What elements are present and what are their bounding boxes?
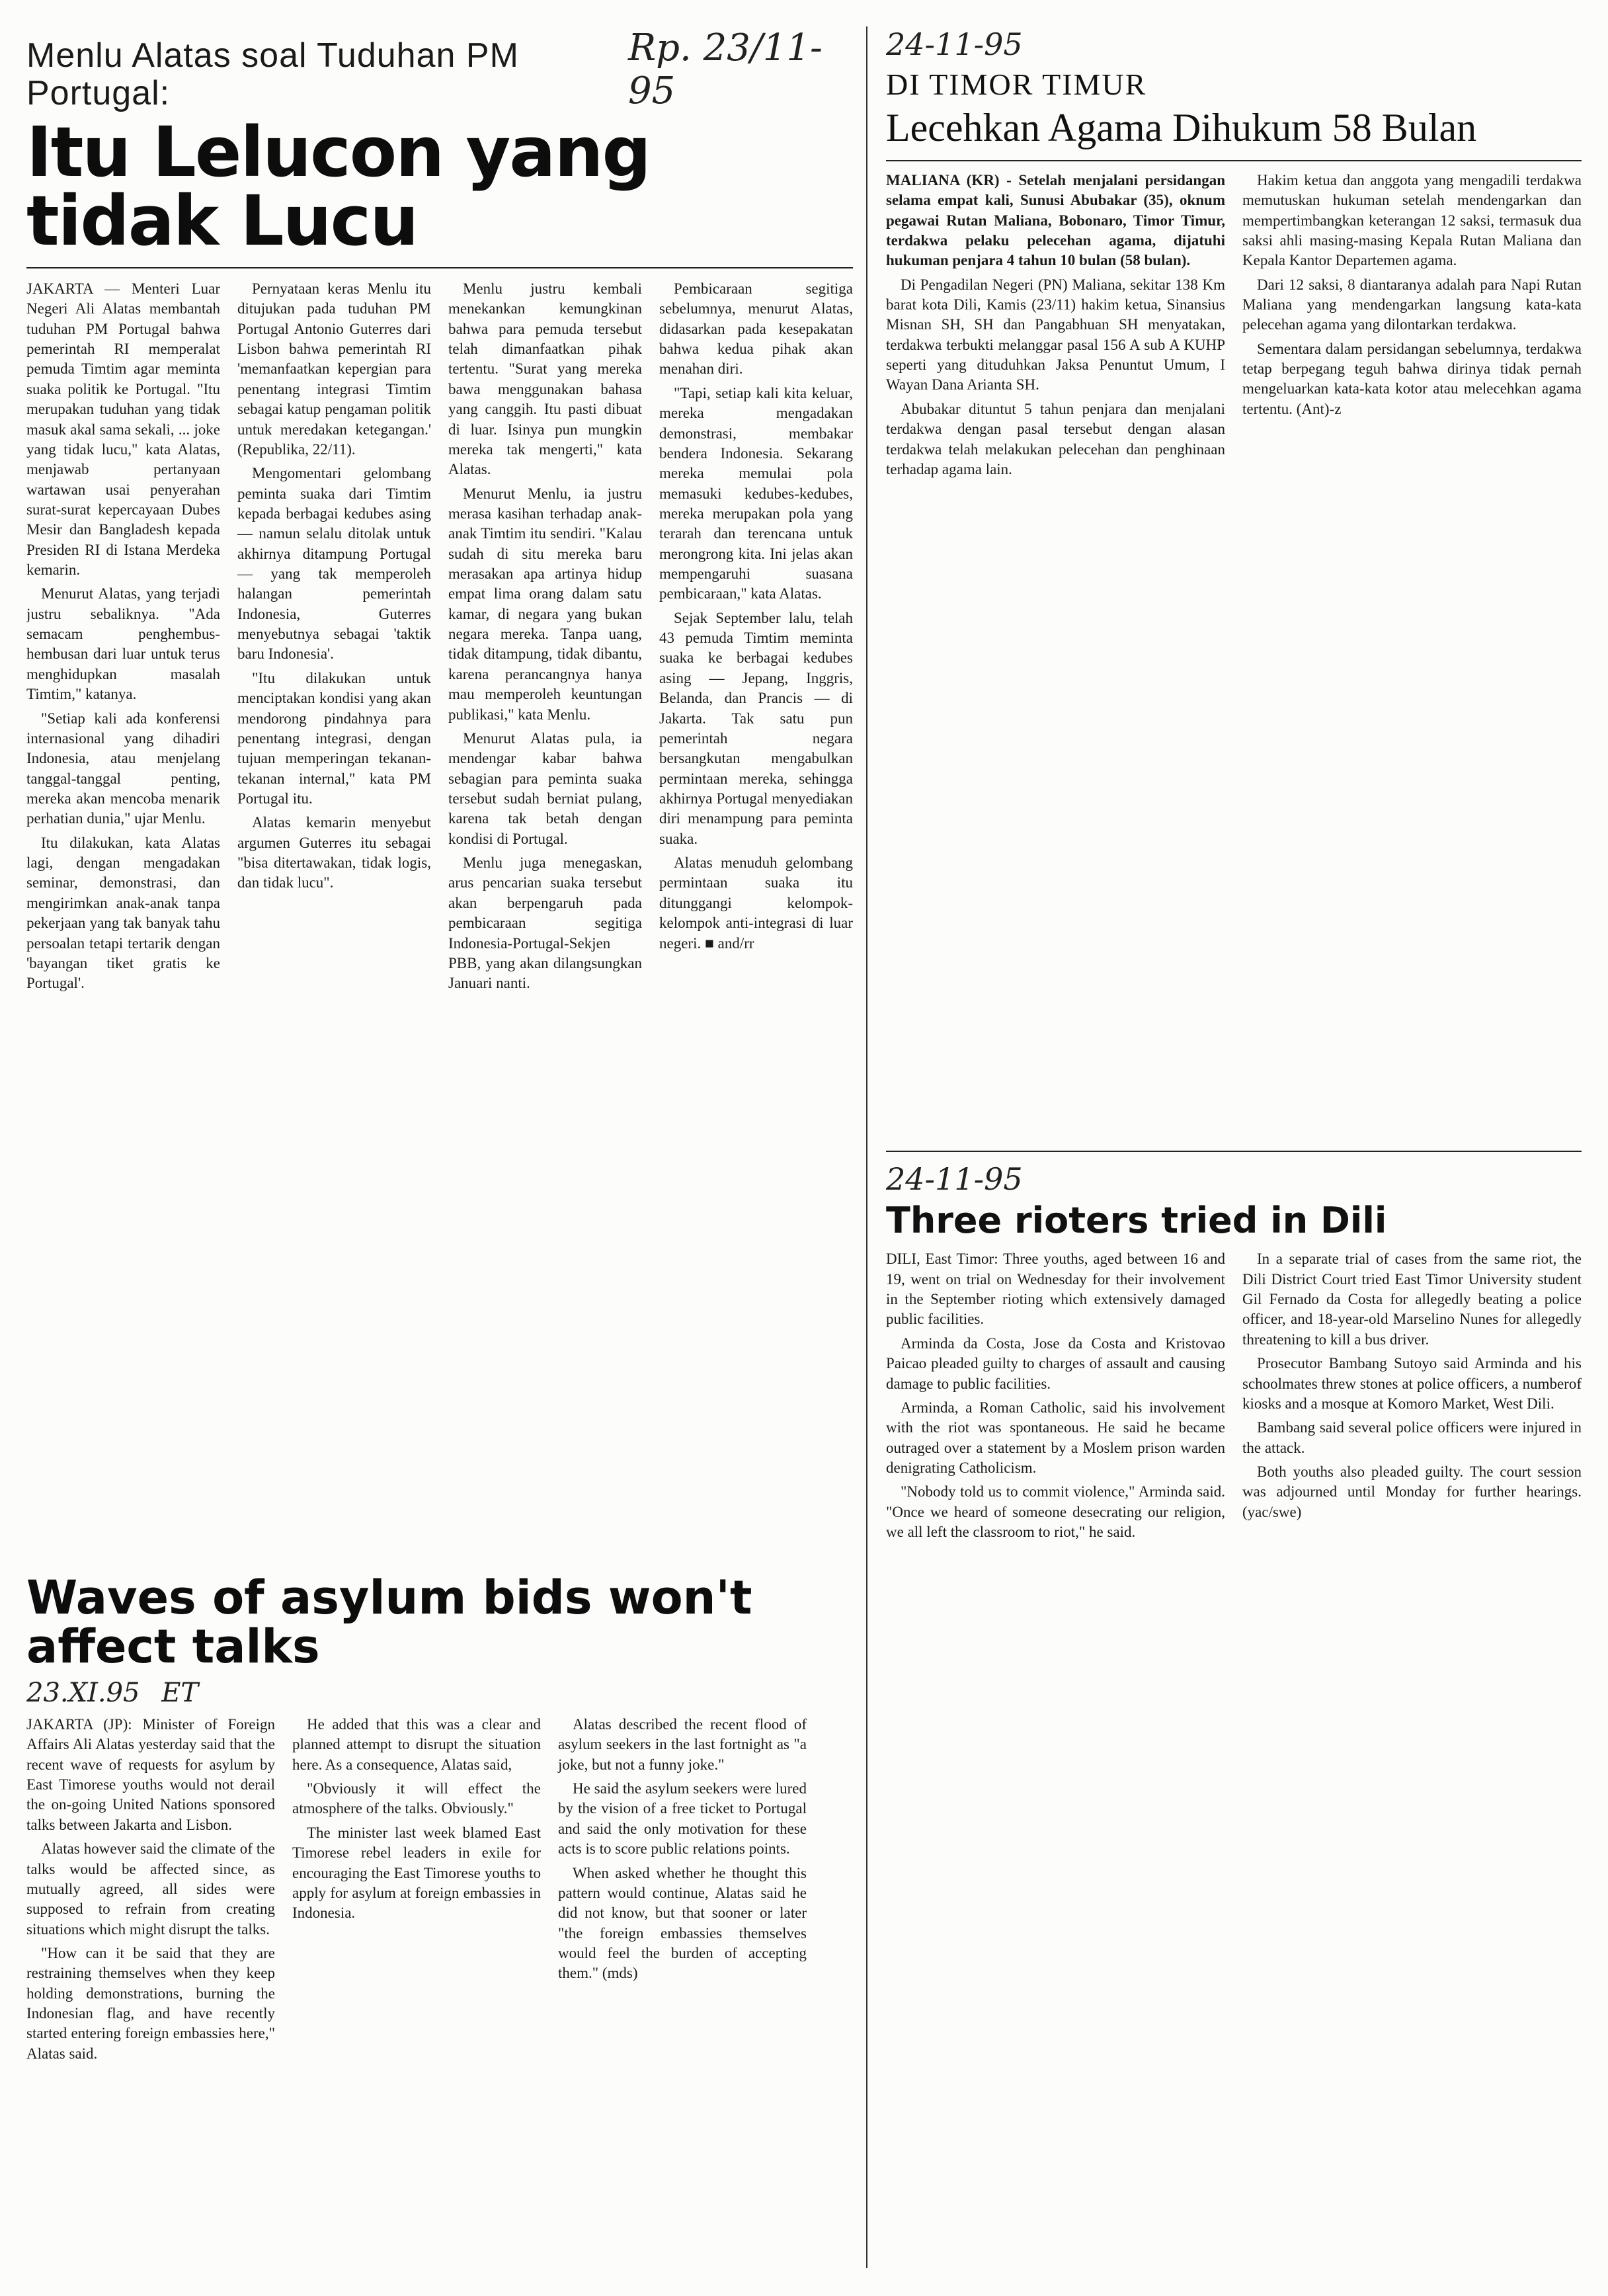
article-waves <box>26 1574 807 2268</box>
article-timor <box>886 26 1582 1124</box>
waves-para-5: "Obviously it will effect the atmosphere of the talks. Obviously." <box>292 1780 541 1817</box>
main-col-2 <box>237 279 431 998</box>
timor-columns <box>886 171 1582 483</box>
main-para-13: Pembicaraan segitiga sebelumnya, menurut Alatas, didasarkan pada kesepakatan bahwa kedua pihak akan menahan diri. <box>659 280 853 378</box>
main-col-4 <box>659 279 853 998</box>
timor-para-3: Abubakar dituntut 5 tahun penjara dan menjalani terdakwa dengan pasal tersebut dengan alasan terdakwa telah melakukan pelecehan dan penghinaan terhadap agama lain. <box>886 400 1225 477</box>
rioters-para-7: Bambang said several police officers were injured in the attack. <box>1242 1419 1582 1456</box>
main-para-11: Menurut Alatas pula, ia mendengar kabar bahwa sebagian para peminta suaka tersebut sudah berniat pulang, karena tak betah dengan kondisi di Portugal. <box>448 729 642 847</box>
main-para-8: Alatas kemarin menyebut argumen Guterres itu sebagai "bisa ditertawakan, tidak logis, dan tidak lucu". <box>237 814 431 891</box>
article-main <box>26 26 853 1547</box>
waves-date-text: 23.XI.95 <box>26 1678 140 1708</box>
timor-kicker: DI TIMOR TIMUR <box>886 67 1147 101</box>
waves-code-text: ET <box>161 1678 199 1708</box>
timor-col-2 <box>1242 171 1582 483</box>
timor-handwritten-date: 24-11-95 <box>886 26 1023 62</box>
rioters-rule-top <box>886 1151 1582 1152</box>
timor-para-1: MALIANA (KR) - Setelah menjalani persidangan selama empat kali, Sunusi Abubakar (35), oknum pegawai Rutan Maliana, Bobonaro, Timor Timur, terdakwa pelaku pelecehan agama, dijatuhi hukuman penjara 4 tahun 10 bulan (58 bulan). <box>886 171 1225 269</box>
waves-para-4: He added that this was a clear and planned attempt to disrupt the situation here. As a consequence, Alatas said, <box>292 1716 541 1773</box>
main-kicker: Menlu Alatas soal Tuduhan PM Portugal: <box>26 36 519 112</box>
main-columns <box>26 279 853 998</box>
waves-para-6: The minister last week blamed East Timorese rebel leaders in exile for encouraging the East Timorese youths to apply for asylum at foreign embassies in Indonesia. <box>292 1824 541 1922</box>
waves-para-7: Alatas described the recent flood of asylum seekers in the last fortnight as "a joke, but not a funny joke." <box>558 1716 807 1773</box>
waves-headline: Waves of asylum bids won't affect talks <box>26 1574 752 1674</box>
rioters-para-8: Both youths also pleaded guilty. The court session was adjourned until Monday for further hearings. (yac/swe) <box>1242 1463 1582 1520</box>
waves-para-2: Alatas however said the climate of the talks would be affected since, as mutually agreed, all sides were supposed to refrain from creating situations which might disrupt the talks. <box>26 1840 275 1938</box>
main-col-1 <box>26 279 220 998</box>
main-para-10: Menurut Menlu, ia justru merasa kasihan terhadap anak-anak Timtim itu sendiri. "Kalau sudah di situ mereka baru merasakan apa artinya hidup empat lima orang dalam satu kamar, di negara yang bukan negara mereka. Tanpa uang, tidak ditampung, tidak dibantu, karena perancangnya hanya mau memperoleh keuntungan publikasi," kata Menlu. <box>448 485 642 723</box>
rioters-para-4: "Nobody told us to commit violence," Arminda said. "Once we heard of someone desecrating our religion, we all left the classroom to riot," he said. <box>886 1483 1225 1541</box>
rioters-columns <box>886 1249 1582 1546</box>
waves-para-1: JAKARTA (JP): Minister of Foreign Affairs Ali Alatas yesterday said that the recent wave of requests for asylum by East Timorese youths would not derail the on-going United Nations sponsored talks between Jakarta and Lisbon. <box>26 1716 275 1833</box>
article-rioters <box>886 1151 1582 2268</box>
waves-col-1 <box>26 1715 275 2068</box>
timor-headline: Lecehkan Agama Dihukum 58 Bulan <box>886 105 1477 149</box>
main-para-16: Alatas menuduh gelombang permintaan suaka itu ditunggangi kelompok-kelompok anti-integrasi di luar negeri. ■ and/rr <box>659 854 853 952</box>
rioters-para-5: In a separate trial of cases from the same riot, the Dili District Court tried East Timor University student Gil Fernado da Costa for allegedly beating a police officer, and 18-year-old Marselino Nunes for allegedly threatening to kill a bus driver. <box>1242 1250 1582 1348</box>
main-rule <box>26 267 853 268</box>
waves-para-8: He said the asylum seekers were lured by the vision of a free ticket to Portugal and said the only motivation for these acts is to score public relations points. <box>558 1780 807 1858</box>
main-para-1: JAKARTA — Menteri Luar Negeri Ali Alatas membantah tuduhan PM Portugal bahwa pemerintah RI memperalat pemuda Timtim agar meminta suaka politik ke Portugal. "Itu merupakan tuduhan yang tidak masuk akal sama sekali, ... joke yang tidak lucu," kata Alatas, menjawab pertanyaan wartawan usai penyerahan surat-surat kepercayaan Dubes Mesir dan Bangladesh kepada Presiden RI di Istana Merdeka kemarin. <box>26 280 220 579</box>
rioters-col-1 <box>886 1249 1225 1546</box>
main-para-3: "Setiap kali ada konferensi internasional yang dihadiri Indonesia, atau menjelang tanggal-tanggal penting, mereka akan mencoba menarik perhatian dunia," ujar Menlu. <box>26 710 220 827</box>
main-col-3 <box>448 279 642 998</box>
waves-col-2 <box>292 1715 541 2068</box>
waves-col-3 <box>558 1715 807 2068</box>
waves-para-9: When asked whether he thought this pattern would continue, Alatas said he did not know, but that sooner or later "the foreign embassies themselves would feel the burden of accepting them." (mds) <box>558 1864 807 1982</box>
main-para-6: Mengomentari gelombang peminta suaka dari Timtim kepada berbagai kedubes asing — namun selalu ditolak untuk akhirnya ditampung Portugal — yang tak memperoleh halangan pemerintah Indonesia, Guterres menyebutnya sebagai 'taktik baru Indonesia'. <box>237 465 431 663</box>
waves-handwritten-date <box>26 1678 807 1708</box>
page-divider <box>866 26 867 2268</box>
main-para-9: Menlu justru kembali menekankan kemungkinan bahwa para pemuda tersebut telah dimanfaatkan pihak tertentu. "Surat yang mereka bawa menggunakan bahasa yang canggih. Itu pasti dibuat di luar. Isinya pun mungkin mereka tak mengerti," kata Alatas. <box>448 280 642 478</box>
main-handwritten-date: Rp. 23/11-95 <box>628 26 823 112</box>
rioters-handwritten-date: 24-11-95 <box>886 1161 1023 1197</box>
main-para-2: Menurut Alatas, yang terjadi justru sebaliknya. "Ada semacam penghembus-hembusan dari luar untuk terus menghidupkan masalah Timtim," katanya. <box>26 585 220 703</box>
waves-para-3: "How can it be said that they are restraining themselves when they keep holding demonstrations, burning the Indonesian flag, and have recently started entering foreign embassies here," Alatas said. <box>26 1944 275 2062</box>
rioters-para-1: DILI, East Timor: Three youths, aged between 16 and 19, went on trial on Wednesday for their involvement in the September rioting which extensively damaged public facilities. <box>886 1250 1225 1328</box>
rioters-para-3: Arminda, a Roman Catholic, said his involvement with the riot was spontaneous. He said he became outraged over a statement by a Moslem prison warden denigrating Catholicism. <box>886 1399 1225 1476</box>
rioters-para-2: Arminda da Costa, Jose da Costa and Kristovao Paicao pleaded guilty to charges of assault and causing damage to public facilities. <box>886 1334 1225 1392</box>
main-para-12: Menlu juga menegaskan, arus pencarian suaka tersebut akan berpengaruh pada pembicaraan segitiga Indonesia-Portugal-Sekjen PBB, yang akan dilangsungkan Januari nanti. <box>448 854 642 992</box>
rioters-headline: Three rioters tried in Dili <box>886 1200 1387 1241</box>
timor-para-6: Sementara dalam persidangan sebelumnya, terdakwa tetap berpegang teguh bahwa dirinya tidak pernah mengeluarkan kata-kata kotor atau melecehkan agama tertentu. (Ant)-z <box>1242 340 1582 417</box>
main-kicker-row <box>26 26 853 112</box>
timor-rule <box>886 160 1582 161</box>
timor-para-4: Hakim ketua dan anggota yang mengadili terdakwa memutuskan hukuman setelah mendengarkan dan mempertimbangkan keterangan 12 saksi, termasuk dua saksi ahli masing-masing Kepala Rutan Maliana dan Kepala Kantor Departemen agama. <box>1242 171 1582 269</box>
main-para-4: Itu dilakukan, kata Alatas lagi, dengan mengadakan seminar, demonstrasi, dan mengirimkan anak-anak tanpa pekerjaan yang tak banyak tahu persoalan tetapi tertarik dengan 'bayangan tiket gratis ke Portugal'. <box>26 834 220 992</box>
main-para-7: "Itu dilakukan untuk menciptakan kondisi yang akan mendorong pindahnya para penentang integrasi, dengan tujuan memperingan tekanan-tekanan internal," kata PM Portugal itu. <box>237 669 431 807</box>
timor-col-1 <box>886 171 1225 483</box>
main-para-5: Pernyataan keras Menlu itu ditujukan pada tuduhan PM Portugal Antonio Guterres dari Lisbon bahwa pemerintah RI 'memanfaatkan kepergian para penentang integrasi Timtim sebagai katup pengaman politik untuk meredakan ketegangan.' (Republika, 22/11). <box>237 280 431 458</box>
timor-para-2: Di Pengadilan Negeri (PN) Maliana, sekitar 138 Km barat kota Dili, Kamis (23/11) hakim ketua, Sinansius Misnan SH, SH dan Pangabhuan SH menyatakan, terdakwa terbukti melanggar pasal 156 A sub A KUHP seperti yang dituduhkan Jaksa Penuntut Umum, I Wayan Dana Arianta SH. <box>886 276 1225 393</box>
rioters-col-2 <box>1242 1249 1582 1546</box>
rioters-para-6: Prosecutor Bambang Sutoyo said Arminda and his schoolmates threw stones at police officers, a numberof kiosks and a mosque at Komoro Market, West Dili. <box>1242 1355 1582 1412</box>
timor-para-5: Dari 12 saksi, 8 diantaranya adalah para Napi Rutan Maliana yang mendengarkan langsung kata-kata pelecehan agama yang dilontarkan terdakwa. <box>1242 276 1582 333</box>
main-headline: Itu Lelucon yang tidak Lucu <box>26 112 650 261</box>
waves-columns <box>26 1715 807 2068</box>
main-para-14: "Tapi, setiap kali kita keluar, mereka mengadakan demonstrasi, membakar bendera Indonesia. Sekarang mereka memulai pola memasuki kedubes-kedubes, mereka merupakan pola yang terarah dan terencana untuk merongrong kita. Ini jelas akan mempengaruhi suasana pembicaraan," kata Alatas. <box>659 384 853 602</box>
main-para-15: Sejak September lalu, telah 43 pemuda Timtim meminta suaka ke berbagai kedubes asing — Jepang, Inggris, Belanda, dan Prancis — di Jakarta. Tak satu pun pemerintah negara bersangkutan mengabulkan permintaan mereka, sehingga akhirnya Portugal menyediakan diri menampung para peminta suaka. <box>659 609 853 847</box>
